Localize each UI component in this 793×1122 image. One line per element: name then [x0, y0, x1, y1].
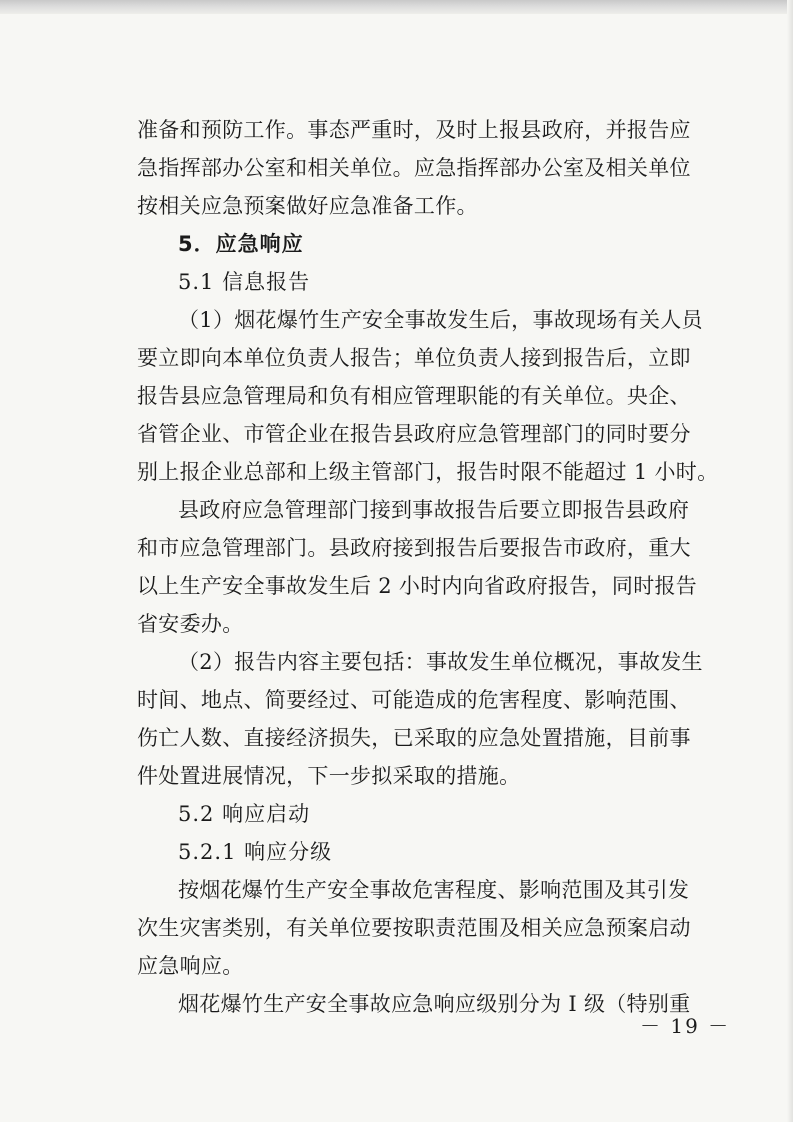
section-heading: 5．应急响应: [178, 232, 304, 256]
body-line: （1）烟花爆竹生产安全事故发生后，事故现场有关人员: [178, 308, 703, 332]
body-line: 县政府应急管理部门接到事故报告后要立即报告县政府: [178, 498, 690, 522]
body-line: 伤亡人数、直接经济损失，已采取的应急处置措施，目前事: [137, 726, 691, 750]
body-line: 次生灾害类别，有关单位要按职责范围及相关应急预案启动: [137, 916, 691, 940]
body-line: 以上生产安全事故发生后 2 小时内向省政府报告，同时报告: [137, 574, 698, 598]
page-number: － 19 －: [640, 1014, 731, 1038]
subsection-heading: 5.2.1 响应分级: [178, 840, 333, 864]
body-line: 按烟花爆竹生产安全事故危害程度、影响范围及其引发: [178, 878, 690, 902]
body-line: 省安委办。: [137, 612, 244, 636]
body-line: 按相关应急预案做好应急准备工作。: [137, 194, 478, 218]
body-line: 要立即向本单位负责人报告；单位负责人接到报告后，立即: [137, 346, 691, 370]
body-line: 省管企业、市管企业在报告县政府应急管理部门的同时要分: [137, 422, 691, 446]
body-line: 准备和预防工作。事态严重时，及时上报县政府，并报告应: [137, 118, 691, 142]
body-line: 和市应急管理部门。县政府接到报告后要报告市政府，重大: [137, 536, 691, 560]
body-line: 件处置进展情况，下一步拟采取的措施。: [137, 764, 521, 788]
body-line: 急指挥部办公室和相关单位。应急指挥部办公室及相关单位: [137, 156, 691, 180]
subsection-heading: 5.2 响应启动: [178, 802, 311, 826]
subsection-heading: 5.1 信息报告: [178, 270, 311, 294]
scan-shadow-top: [0, 0, 793, 14]
body-line: 烟花爆竹生产安全事故应急响应级别分为 I 级（特别重: [178, 992, 691, 1016]
body-line: 报告县应急管理局和负有相应管理职能的有关单位。央企、: [137, 384, 691, 408]
body-line: 时间、地点、简要经过、可能造成的危害程度、影响范围、: [137, 688, 691, 712]
body-line: 应急响应。: [137, 954, 244, 978]
body-line: 别上报企业总部和上级主管部门，报告时限不能超过 1 小时。: [137, 460, 719, 484]
scan-shadow-right: [787, 0, 793, 1122]
body-line: （2）报告内容主要包括：事故发生单位概况，事故发生: [178, 650, 703, 674]
